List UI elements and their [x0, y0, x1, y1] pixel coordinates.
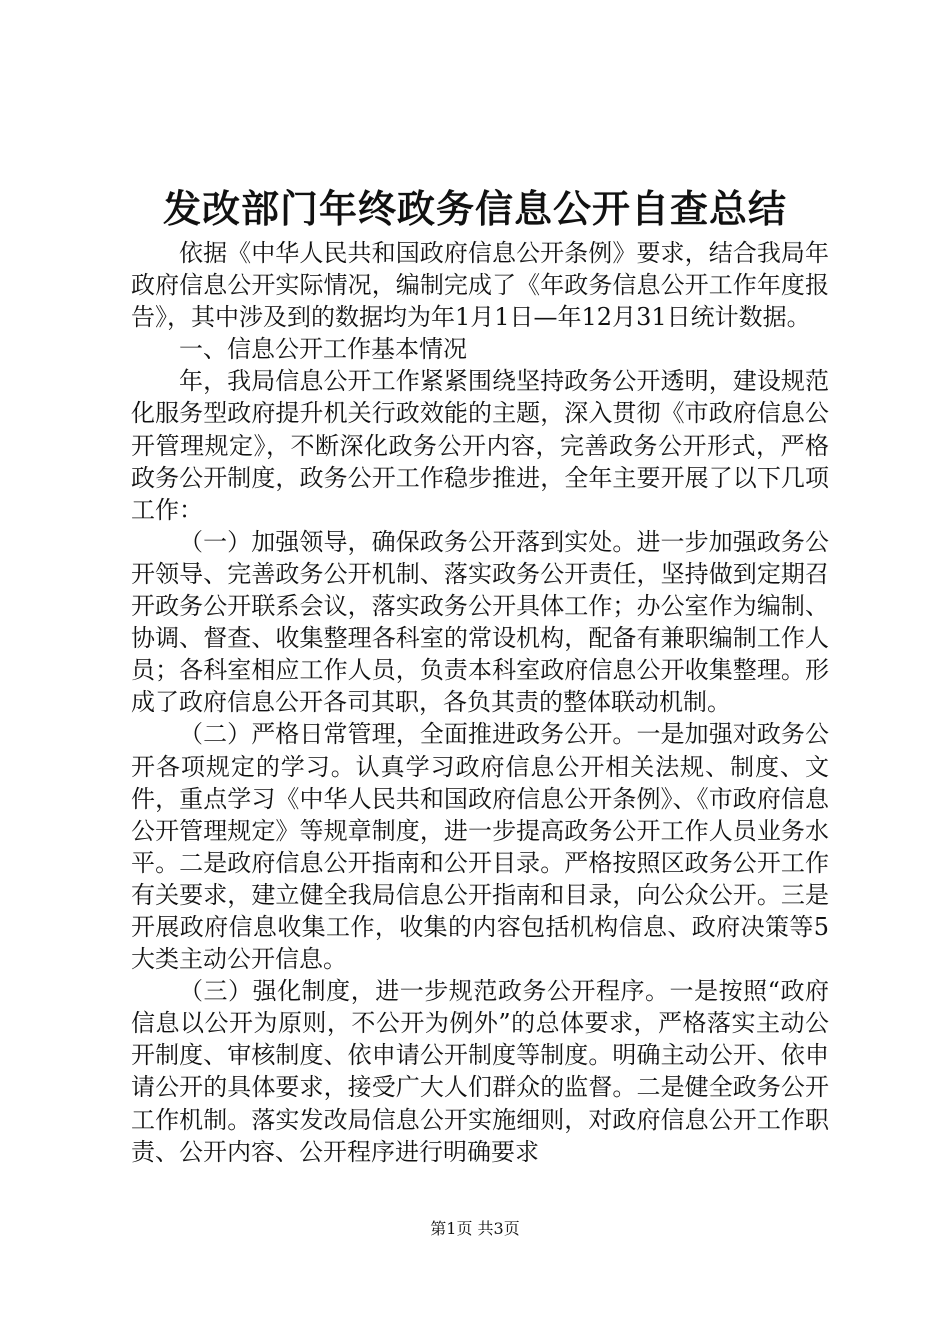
- page-total: 共3页: [477, 1219, 520, 1238]
- page-number: 第1页: [430, 1219, 473, 1238]
- page-footer: [0, 1217, 950, 1241]
- section-heading: 一、信息公开工作基本情况: [179, 335, 467, 364]
- paragraph-intro: 依据《中华人民共和国政府信息公开条例》要求，结合我局年政府信息公开实际情况，编制完成了《年政务信息公开工作年度报告》，其中涉及到的数据均为年1月1日—年12月31日统计数据。: [131, 239, 829, 332]
- paragraph-item-3: （三）强化制度，进一步规范政务公开程序。一是按照“政府信息以公开为原则，不公开为例外”的总体要求，严格落实主动公开制度、审核制度、依申请公开制度等制度。明确主动公开、依申请公开的具体要求，接受广大人们群众的监督。二是健全政务公开工作机制。落实发改局信息公开实施细则，对政府信息公开工作职责、公开内容、公开程序进行明确要求: [131, 977, 829, 1166]
- document-title: 发改部门年终政务信息公开自查总结: [162, 186, 787, 231]
- paragraph-item-2: （二）严格日常管理，全面推进政务公开。一是加强对政务公开各项规定的学习。认真学习政府信息公开相关法规、制度、文件，重点学习《中华人民共和国政府信息公开条例》、《市政府信息公开管理规定》等规章制度，进一步提高政务公开工作人员业务水平。二是政府信息公开指南和公开目录。严格按照区政务公开工作有关要求，建立健全我局信息公开指南和目录，向公众公开。三是开展政府信息收集工作，收集的内容包括机构信息、政府决策等5大类主动公开信息。: [131, 720, 829, 974]
- paragraph-item-1: （一）加强领导，确保政务公开落到实处。进一步加强政务公开领导、完善政务公开机制、落实政务公开责任，坚持做到定期召开政务公开联系会议，落实政务公开具体工作；办公室作为编制、协调、督查、收集整理各科室的常设机构，配备有兼职编制工作人员；各科室相应工作人员，负责本科室政府信息公开收集整理。形成了政府信息公开各司其职，各负其责的整体联动机制。: [131, 527, 829, 717]
- document-body: [131, 237, 829, 1168]
- paragraph-overview: 年，我局信息公开工作紧紧围绕坚持政务公开透明，建设规范化服务型政府提升机关行政效能的主题，深入贯彻《市政府信息公开管理规定》，不断深化政务公开内容，完善政务公开形式，严格政务公开制度，政务公开工作稳步推进，全年主要开展了以下几项工作：: [131, 367, 829, 524]
